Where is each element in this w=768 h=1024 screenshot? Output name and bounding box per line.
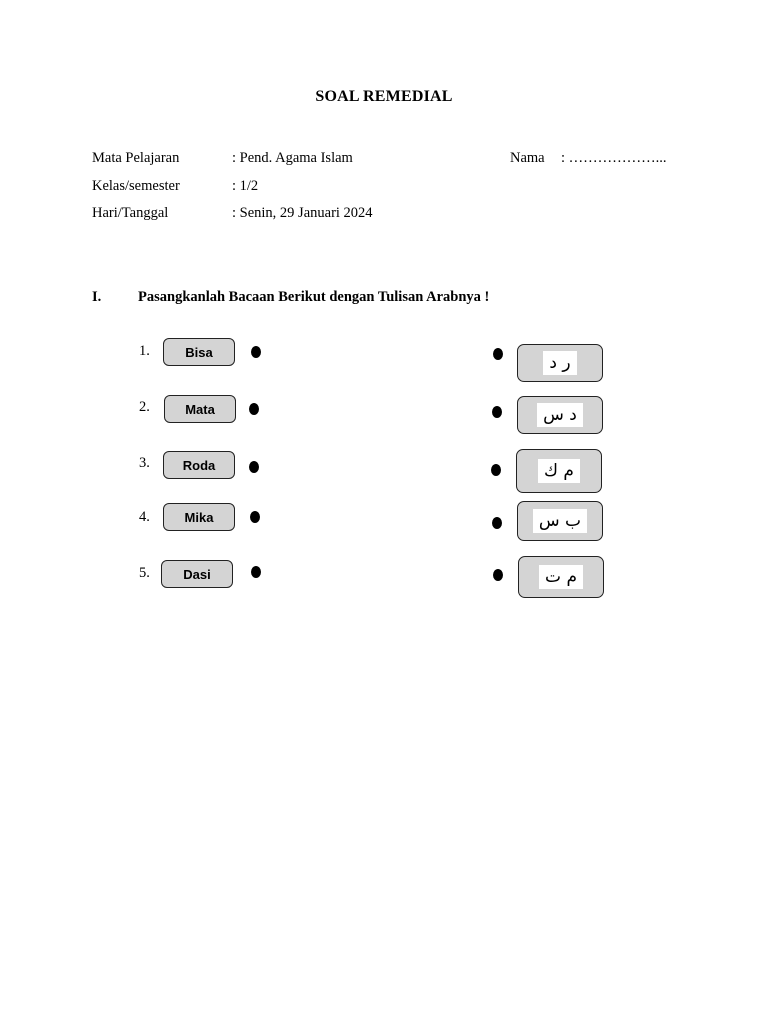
page-title: SOAL REMEDIAL [315,88,453,105]
section-instruction: Pasangkanlah Bacaan Berikut dengan Tulisan Arabnya ! [138,289,490,305]
left-match-dot[interactable] [250,511,260,523]
word-box-dasi: Dasi [161,560,233,588]
arabic-letters: ب س [533,509,587,533]
date-label: Hari/Tanggal [92,205,169,221]
item-number: 3. [139,455,150,471]
arabic-letters: د س [537,403,583,427]
right-match-dot[interactable] [493,569,503,581]
word-box-mika: Mika [163,503,235,531]
class-value: : 1/2 [232,178,259,194]
item-number: 1. [139,343,150,359]
arabic-box [517,396,603,434]
item-number: 2. [139,399,150,415]
arabic-letters: م ت [539,565,583,589]
arabic-box [516,449,602,493]
name-value: : ………………... [561,150,667,166]
right-match-dot[interactable] [491,464,501,476]
word-box-roda: Roda [163,451,235,479]
item-number: 4. [139,509,150,525]
section-number: I. [92,289,102,305]
arabic-letters: ر د [543,351,576,375]
subject-value: : Pend. Agama Islam [232,150,353,166]
left-match-dot[interactable] [249,403,259,415]
right-match-dot[interactable] [492,517,502,529]
subject-label: Mata Pelajaran [92,150,180,166]
word-box-mata: Mata [164,395,236,423]
left-match-dot[interactable] [251,566,261,578]
arabic-letters: م ك [538,459,580,483]
arabic-box [517,501,603,541]
word-box-bisa: Bisa [163,338,235,366]
date-value: : Senin, 29 Januari 2024 [232,205,373,221]
right-match-dot[interactable] [492,406,502,418]
arabic-box [518,556,604,598]
item-number: 5. [139,565,150,581]
name-label: Nama [510,150,545,166]
left-match-dot[interactable] [249,461,259,473]
left-match-dot[interactable] [251,346,261,358]
arabic-box [517,344,603,382]
class-label: Kelas/semester [92,178,180,194]
right-match-dot[interactable] [493,348,503,360]
